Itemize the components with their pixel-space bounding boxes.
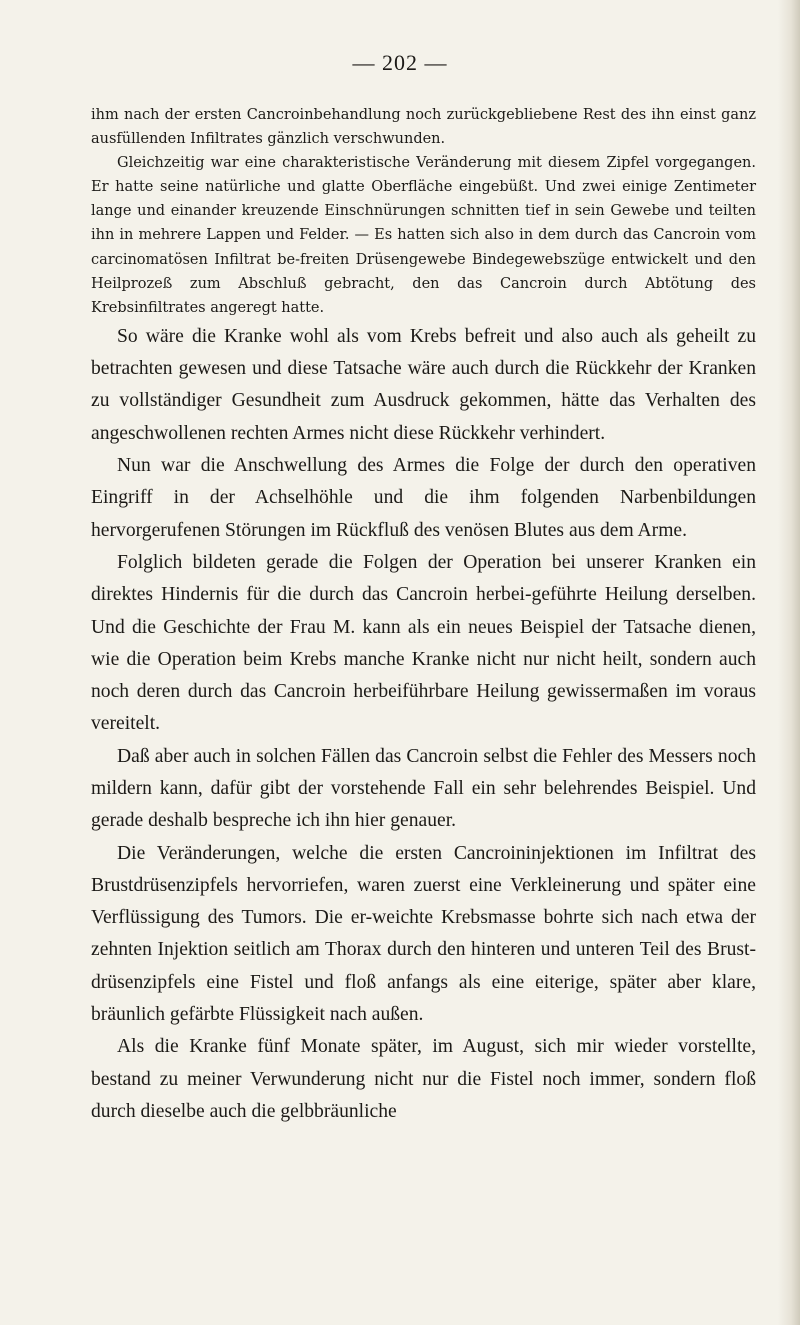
paragraph: Die Veränderungen, welche die ersten Cancroininjektionen im Infiltrat des Brustdrüsenzipfels hervorriefen, waren zuerst eine Verkleinerung und später eine Verflüssigung des Tumors. Die er-weichte Krebsmasse bohrte sich nach etwa der zehnten Injektion seitlich am Thorax durch den hinteren und unteren Teil des Brust-drüsenzipfels eine Fistel und floß anfangs als eine eiterige, später aber klare, bräunlich gefärbte Flüssigkeit nach außen.	[91, 842, 756, 1026]
page-number: — 202 —	[352, 50, 448, 75]
main-text-section	[91, 321, 756, 1128]
paragraph: Nun war die Anschwellung des Armes die Folge der durch den operativen Eingriff in der Achselhöhle und die ihm folgenden Narbenbildungen hervorgerufenen Störungen im Rückfluß des venösen Blutes aus dem Arme.	[91, 455, 756, 541]
page-edge-shadow	[778, 0, 800, 1325]
paragraph: Gleichzeitig war eine charakteristische Veränderung mit diesem Zipfel vorgegangen. Er hatte seine natürliche und glatte Oberfläche eingebüßt. Und zwei einige Zentimeter lange und einander kreuzende Einschnürungen schnitten tief in sein Gewebe und teilten ihn in mehrere Lappen und Felder. — Es hatten sich also in dem durch das Cancroin vom carcinomatösen Infiltrat be-freiten Drüsengewebe Bindegewebszüge entwickelt und den Heilprozeß zum Abschluß gebracht, den das Cancroin durch Abtötung des Krebsinfiltrates angeregt hatte.	[91, 155, 756, 316]
paragraph: Daß aber auch in solchen Fällen das Cancroin selbst die Fehler des Messers noch mildern kann, dafür gibt der vorstehende Fall ein sehr belehrendes Beispiel. Und gerade deshalb bespreche ich ihn hier genauer.	[91, 745, 756, 832]
paragraph: Als die Kranke fünf Monate später, im August, sich mir wieder vorstellte, bestand zu meiner Verwunderung nicht nur die Fistel noch immer, sondern floß durch dieselbe auch die gelbbräunliche	[91, 1036, 756, 1122]
page-body	[91, 103, 756, 1128]
paragraph: So wäre die Kranke wohl als vom Krebs befreit und also auch als geheilt zu betrachten gewesen und diese Tatsache wäre auch durch die Rückkehr der Kranken zu vollständiger Gesundheit zum Ausdruck gekommen, hätte das Verhalten des angeschwollenen rechten Armes nicht diese Rückkehr verhindert.	[91, 325, 756, 444]
small-print-section	[91, 103, 756, 320]
paragraph: Folglich bildeten gerade die Folgen der Operation bei unserer Kranken ein direktes Hindernis für die durch das Cancroin herbei-geführte Heilung derselben. Und die Geschichte der Frau M. kann als ein neues Beispiel der Tatsache dienen, wie die Operation beim Krebs manche Kranke nicht nur nicht heilt, sondern auch noch deren durch das Cancroin herbeiführbare Heilung gewissermaßen im voraus vereitelt.	[91, 551, 756, 735]
paragraph: ihm nach der ersten Cancroinbehandlung noch zurückgebliebene Rest des ihn einst ganz ausfüllenden Infiltrates gänzlich verschwunden.	[91, 107, 756, 148]
